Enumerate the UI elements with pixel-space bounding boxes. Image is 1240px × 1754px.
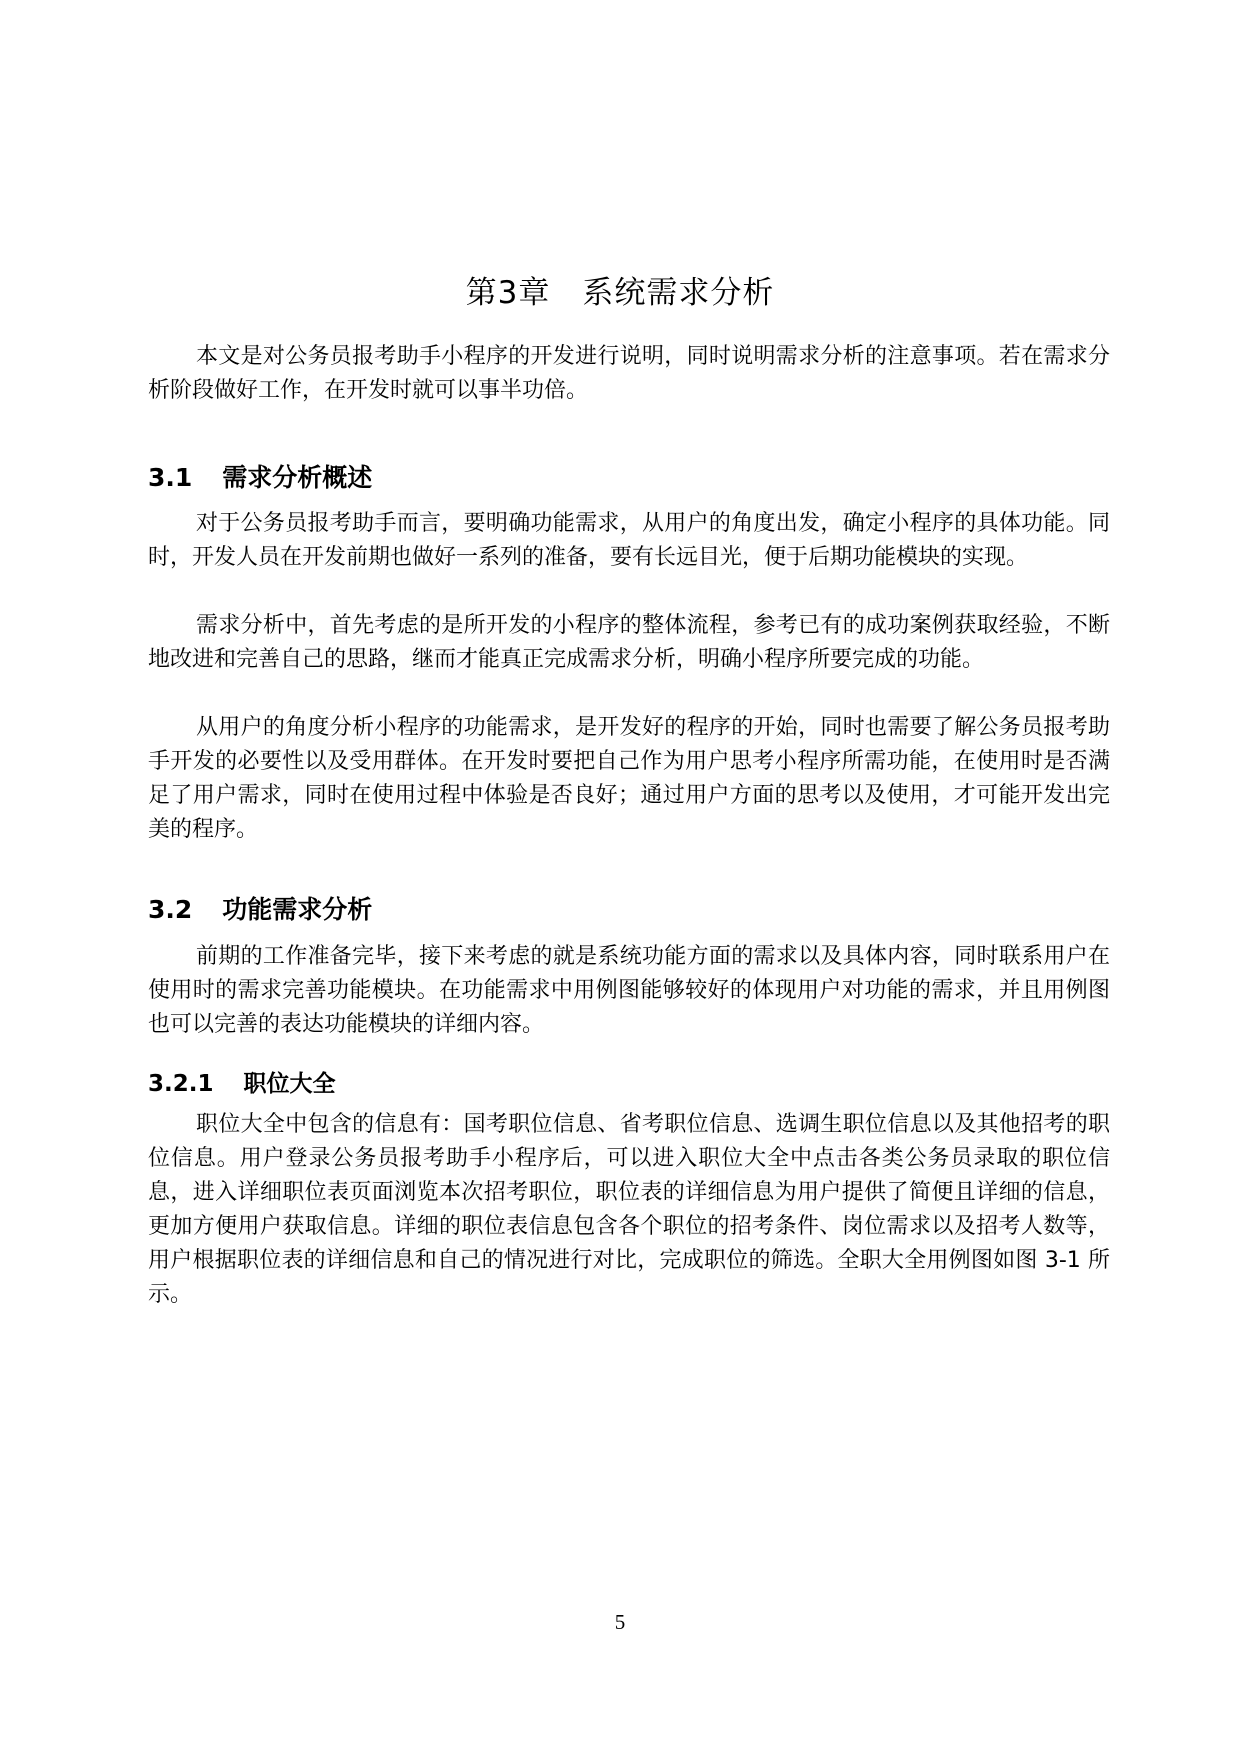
paragraph-3-1-1: 对于公务员报考助手而言，要明确功能需求，从用户的角度出发，确定小程序的具体功能。同时，开发人员在开发前期也做好一系列的准备，要有长远目光，便于后期功能模块的实现。 bbox=[148, 511, 1110, 570]
chapter-title: 第3章 系统需求分析 bbox=[465, 274, 775, 311]
paragraph-3-1-3: 从用户的角度分析小程序的功能需求，是开发好的程序的开始，同时也需要了解公务员报考助手开发的必要性以及受用群体。在开发时要把自己作为用户思考小程序所需功能，在使用时是否满足了用户需求，同时在使用过程中体验是否良好；通过用户方面的思考以及使用，才可能开发出完美的程序。 bbox=[148, 715, 1110, 842]
section-heading-3-1 bbox=[148, 458, 372, 494]
page-number: 5 bbox=[614, 1610, 626, 1634]
section-heading-3-2-1 bbox=[148, 1065, 336, 1098]
intro-paragraph: 本文是对公务员报考助手小程序的开发进行说明，同时说明需求分析的注意事项。若在需求分析阶段做好工作，在开发时就可以事半功倍。 bbox=[148, 344, 1110, 403]
section-heading-3-2 bbox=[148, 890, 372, 926]
paragraph-3-1-2: 需求分析中，首先考虑的是所开发的小程序的整体流程，参考已有的成功案例获取经验，不断地改进和完善自己的思路，继而才能真正完成需求分析，明确小程序所要完成的功能。 bbox=[148, 613, 1110, 672]
section-number: 3.2.1 bbox=[148, 1071, 214, 1097]
section-title: 职位大全 bbox=[243, 1071, 336, 1097]
paragraph-3-2-1-1: 职位大全中包含的信息有：国考职位信息、省考职位信息、选调生职位信息以及其他招考的职位信息。用户登录公务员报考助手小程序后，可以进入职位大全中点击各类公务员录取的职位信息，进入详细职位表页面浏览本次招考职位，职位表的详细信息为用户提供了简便且详细的信息，更加方便用户获取信息。详细的职位表信息包含各个职位的招考条件、岗位需求以及招考人数等，用户根据职位表的详细信息和自己的情况进行对比，完成职位的筛选。全职大全用例图如图 3-1 所示。 bbox=[148, 1112, 1110, 1307]
paragraph-3-2-1: 前期的工作准备完毕，接下来考虑的就是系统功能方面的需求以及具体内容，同时联系用户在使用时的需求完善功能模块。在功能需求中用例图能够较好的体现用户对功能的需求，并且用例图也可以完善的表达功能模块的详细内容。 bbox=[148, 944, 1110, 1037]
section-number: 3.2 bbox=[148, 895, 193, 924]
section-title: 功能需求分析 bbox=[222, 895, 373, 924]
section-title: 需求分析概述 bbox=[222, 463, 373, 492]
section-number: 3.1 bbox=[148, 463, 193, 492]
